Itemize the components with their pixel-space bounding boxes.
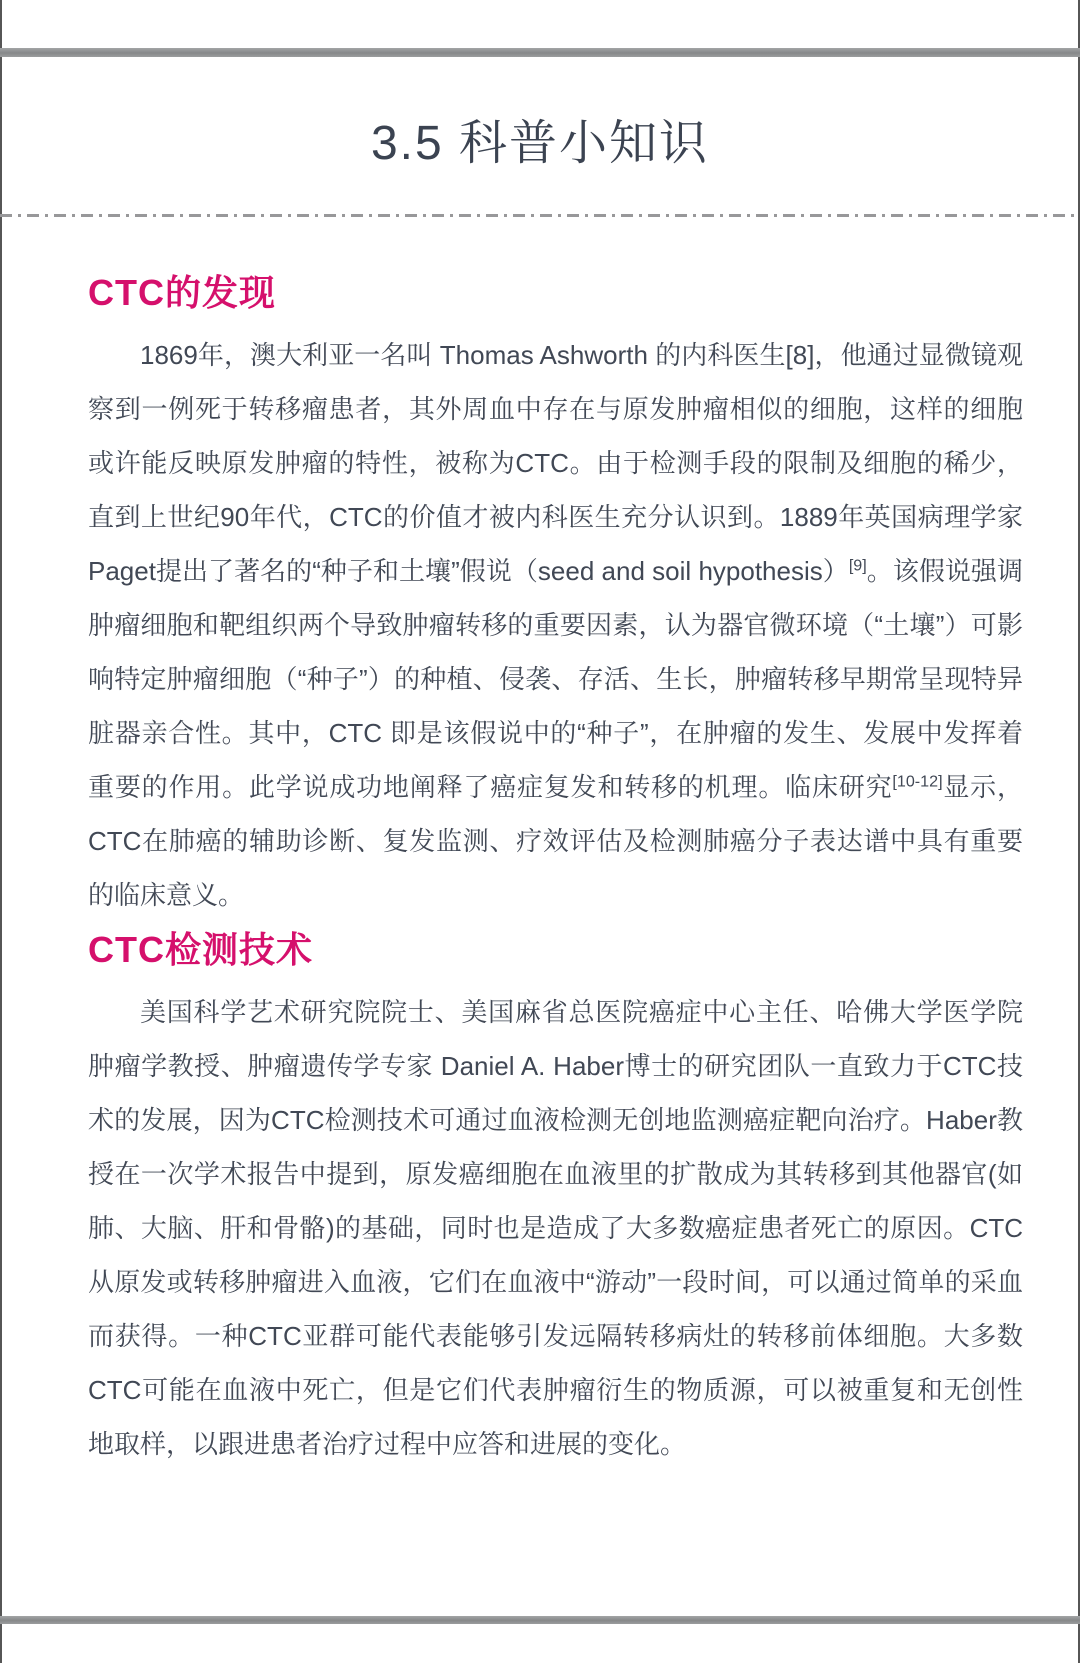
section-ctc-detection [88,928,1023,1471]
paragraph-ctc-discovery: 1869年，澳大利亚一名叫 Thomas Ashworth 的内科医生[8]，他通过显微镜观察到一例死于转移瘤患者，其外周血中存在与原发肿瘤相似的细胞，这样的细胞或许能反映原发肿瘤的特性，被称为CTC。由于检测手段的限制及细胞的稀少，直到上世纪90年代，CTC的价值才被内科医生充分认识到。1889年英国病理学家Paget提出了著名的“种子和土壤”假说（seed and soil hypothesis）[9]。该假说强调肿瘤细胞和靶组织两个导致肿瘤转移的重要因素，认为器官微环境（“土壤”）可影响特定肿瘤细胞（“种子”）的种植、侵袭、存活、生长，肿瘤转移早期常呈现特异脏器亲合性。其中，CTC 即是该假说中的“种子”，在肿瘤的发生、发展中发挥着重要的作用。此学说成功地阐释了癌症复发和转移的机理。临床研究[10-12]显示，CTC在肺癌的辅助诊断、复发监测、疗效评估及检测肺癌分子表达谱中具有重要的临床意义。 [88,340,1023,910]
section-ctc-discovery [88,271,1023,922]
page-content [88,271,1023,1477]
page-left-edge-line [0,0,2,1663]
top-divider-bar [0,48,1080,57]
paragraph-ctc-detection: 美国科学艺术研究院院士、美国麻省总医院癌症中心主任、哈佛大学医学院肿瘤学教授、肿瘤遗传学专家 Daniel A. Haber博士的研究团队一直致力于CTC技术的发展，因为CTC检测技术可通过血液检测无创地监测癌症靶向治疗。Haber教授在一次学术报告中提到，原发癌细胞在血液里的扩散成为其转移到其他器官(如肺、大脑、肝和骨骼)的基础，同时也是造成了大多数癌症患者死亡的原因。CTC从原发或转移肿瘤进入血液，它们在血液中“游动”一段时间，可以通过简单的采血而获得。一种CTC亚群可能代表能够引发远隔转移病灶的转移前体细胞。大多数CTC可能在血液中死亡，但是它们代表肿瘤衍生的物质源，可以被重复和无创性地取样，以跟进患者治疗过程中应答和进展的变化。 [88,997,1023,1459]
page-title: 3.5 科普小知识 [370,117,710,170]
section-heading-ctc-detection: CTC检测技术 [88,929,313,970]
dashed-divider [0,214,1080,217]
section-heading-ctc-discovery: CTC的发现 [88,272,276,313]
bottom-divider-bar [0,1616,1080,1624]
